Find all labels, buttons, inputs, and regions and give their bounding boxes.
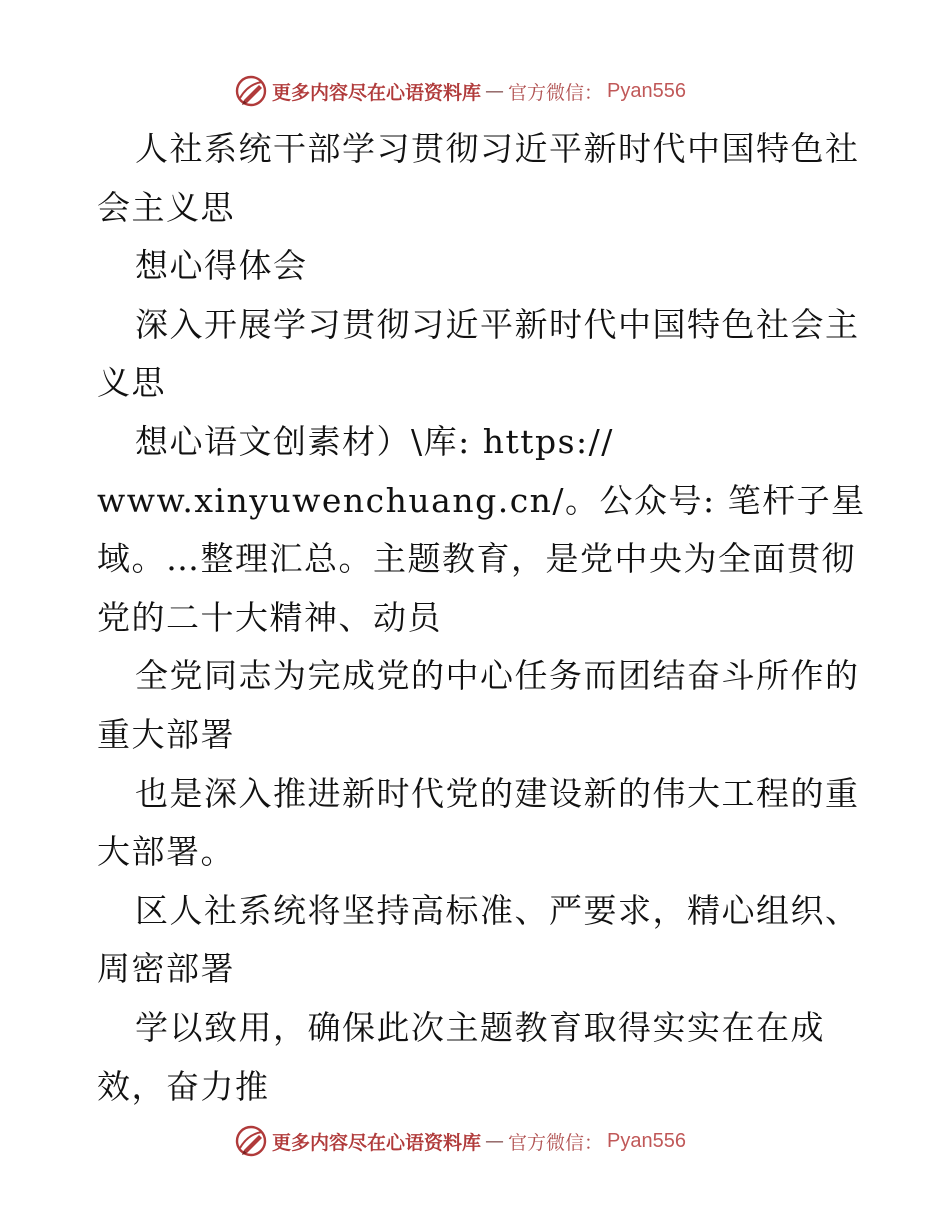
text-line: 党的二十大精神、动员: [97, 597, 442, 637]
watermark-text: 更多内容尽在心语资料库: [272, 81, 482, 104]
text-line: 周密部署: [97, 949, 235, 989]
watermark-label: 官方微信：: [508, 1131, 604, 1154]
text-line: 义思: [97, 363, 166, 403]
text-line: 深入开展学习贯彻习近平新时代中国特色社会主: [135, 304, 860, 344]
text-line: 大部署。: [97, 832, 235, 872]
watermark-text: 更多内容尽在心语资料库: [272, 1131, 482, 1154]
text-line: 想心得体会: [135, 246, 308, 286]
text-line: 学以致用，确保此次主题教育取得实实在在成: [135, 1007, 825, 1047]
watermark-wechat-id: Pyan556: [607, 79, 686, 102]
text-line: 全党同志为完成党的中心任务而团结奋斗所作的: [135, 656, 860, 696]
text-line: www.xinyuwenchuang.cn/。公众号: 笔杆子星: [97, 480, 866, 520]
text-line: 效，奋力推: [97, 1066, 270, 1106]
watermark-wechat-id: Pyan556: [607, 1129, 686, 1152]
header-watermark: [234, 74, 686, 108]
text-line: 想心语文创素材）\库: https://: [135, 421, 614, 461]
pen-logo-icon: [234, 1124, 268, 1158]
footer-watermark: [234, 1124, 686, 1158]
watermark-separator: —: [485, 80, 505, 102]
document-body: [97, 120, 866, 1116]
watermark-label: 官方微信：: [508, 81, 604, 104]
pen-logo-icon: [234, 74, 268, 108]
text-line: 人社系统干部学习贯彻习近平新时代中国特色社: [135, 129, 860, 168]
text-line: 域。…整理汇总。主题教育，是党中央为全面贯彻: [97, 539, 856, 579]
text-line: 会主义思: [97, 187, 235, 227]
text-line: 重大部署: [97, 714, 235, 754]
watermark-separator: —: [485, 1130, 505, 1152]
text-line: 区人社系统将坚持高标准、严要求，精心组织、: [135, 890, 860, 930]
text-line: 也是深入推进新时代党的建设新的伟大工程的重: [135, 773, 860, 813]
